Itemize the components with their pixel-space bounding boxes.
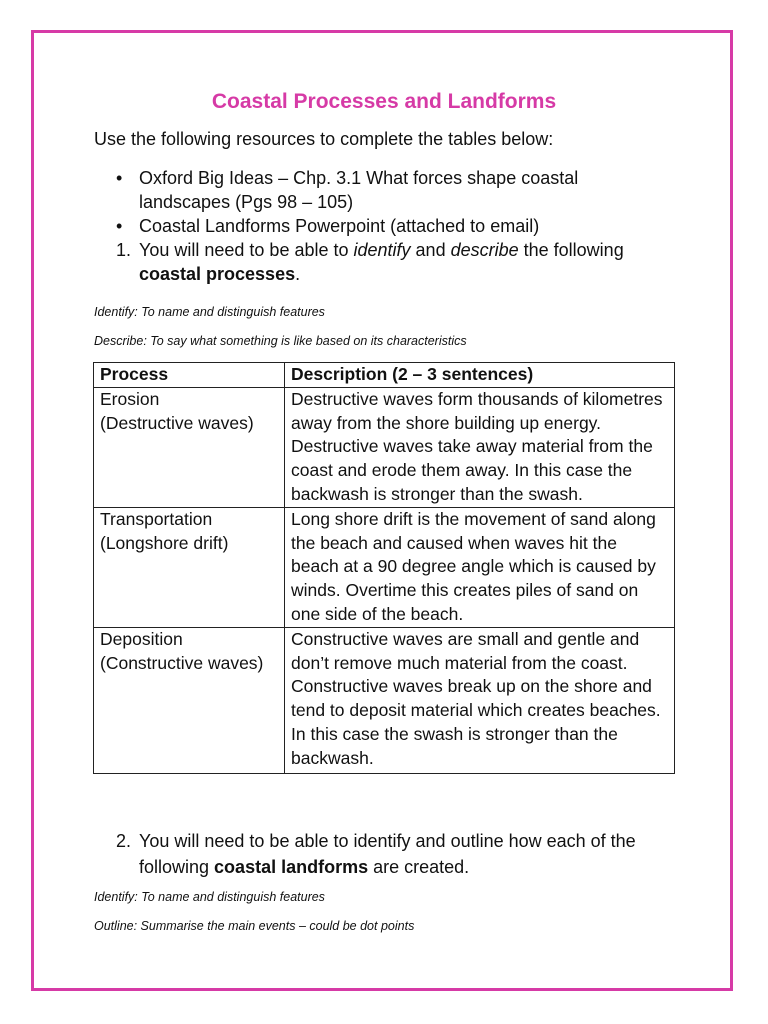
table-row — [94, 387, 675, 507]
intro-text: Use the following resources to complete the tables below: — [94, 129, 554, 149]
definition-identify: Identify: To name and distinguish features — [94, 305, 325, 319]
header-process: Process — [94, 363, 285, 388]
describe-term: describe — [450, 240, 519, 260]
process-cell: Deposition (Constructive waves) — [94, 627, 285, 773]
bullet-item — [94, 166, 654, 214]
page-title: Coastal Processes and Landforms — [211, 90, 557, 113]
table-row — [94, 627, 675, 773]
numbered-item-1 — [94, 238, 654, 286]
bullet-text: Coastal Landforms Powerpoint (attached to email) — [139, 216, 540, 236]
process-cell: Erosion (Destructive waves) — [94, 387, 285, 507]
item-1-text: You will need to be able to identify and describe the following coastal processes. — [139, 240, 624, 284]
coastal-processes-term: coastal processes — [139, 264, 296, 284]
description-cell: Constructive waves are small and gentle and don’t remove much material from the coast. Constructive waves break up on the shore and tend to deposit material which creates beaches. In this case the swash is stronger than the backwash. — [285, 627, 675, 773]
identify-term: identify — [353, 240, 411, 260]
table-row — [94, 507, 675, 627]
numbered-item-2 — [94, 828, 694, 880]
header-description: Description (2 – 3 sentences) — [285, 363, 675, 388]
process-cell: Transportation (Longshore drift) — [94, 507, 285, 627]
description-cell: Long shore drift is the movement of sand along the beach and caused when waves hit the beach at a 90 degree angle which is caused by winds. Overtime this creates piles of sand on one side of the beach. — [285, 507, 675, 627]
description-cell: Destructive waves form thousands of kilometres away from the shore building up energy. Destructive waves take away material from the coast and erode them away. In this case the backwash is stronger than the swash. — [285, 387, 675, 507]
bullet-text: Oxford Big Ideas – Chp. 3.1 What forces shape coastal landscapes (Pgs 98 – 105) — [139, 168, 579, 212]
coastal-landforms-term: coastal landforms — [214, 857, 369, 877]
bullet-icon: • — [116, 168, 123, 188]
definition-describe: Describe: To say what something is like based on its characteristics — [94, 334, 467, 348]
processes-table — [93, 362, 675, 774]
bullet-item — [94, 214, 654, 238]
table-header-row — [94, 363, 675, 388]
item-number: 1. — [116, 240, 132, 260]
item-number: 2. — [116, 831, 132, 851]
item-2-text: You will need to be able to identify and outline how each of the following coastal landforms are created. — [139, 831, 636, 877]
resource-list — [94, 166, 654, 286]
definition-identify-2: Identify: To name and distinguish features — [94, 890, 325, 904]
bullet-icon: • — [116, 216, 123, 236]
definition-outline: Outline: Summarise the main events – could be dot points — [94, 919, 415, 933]
